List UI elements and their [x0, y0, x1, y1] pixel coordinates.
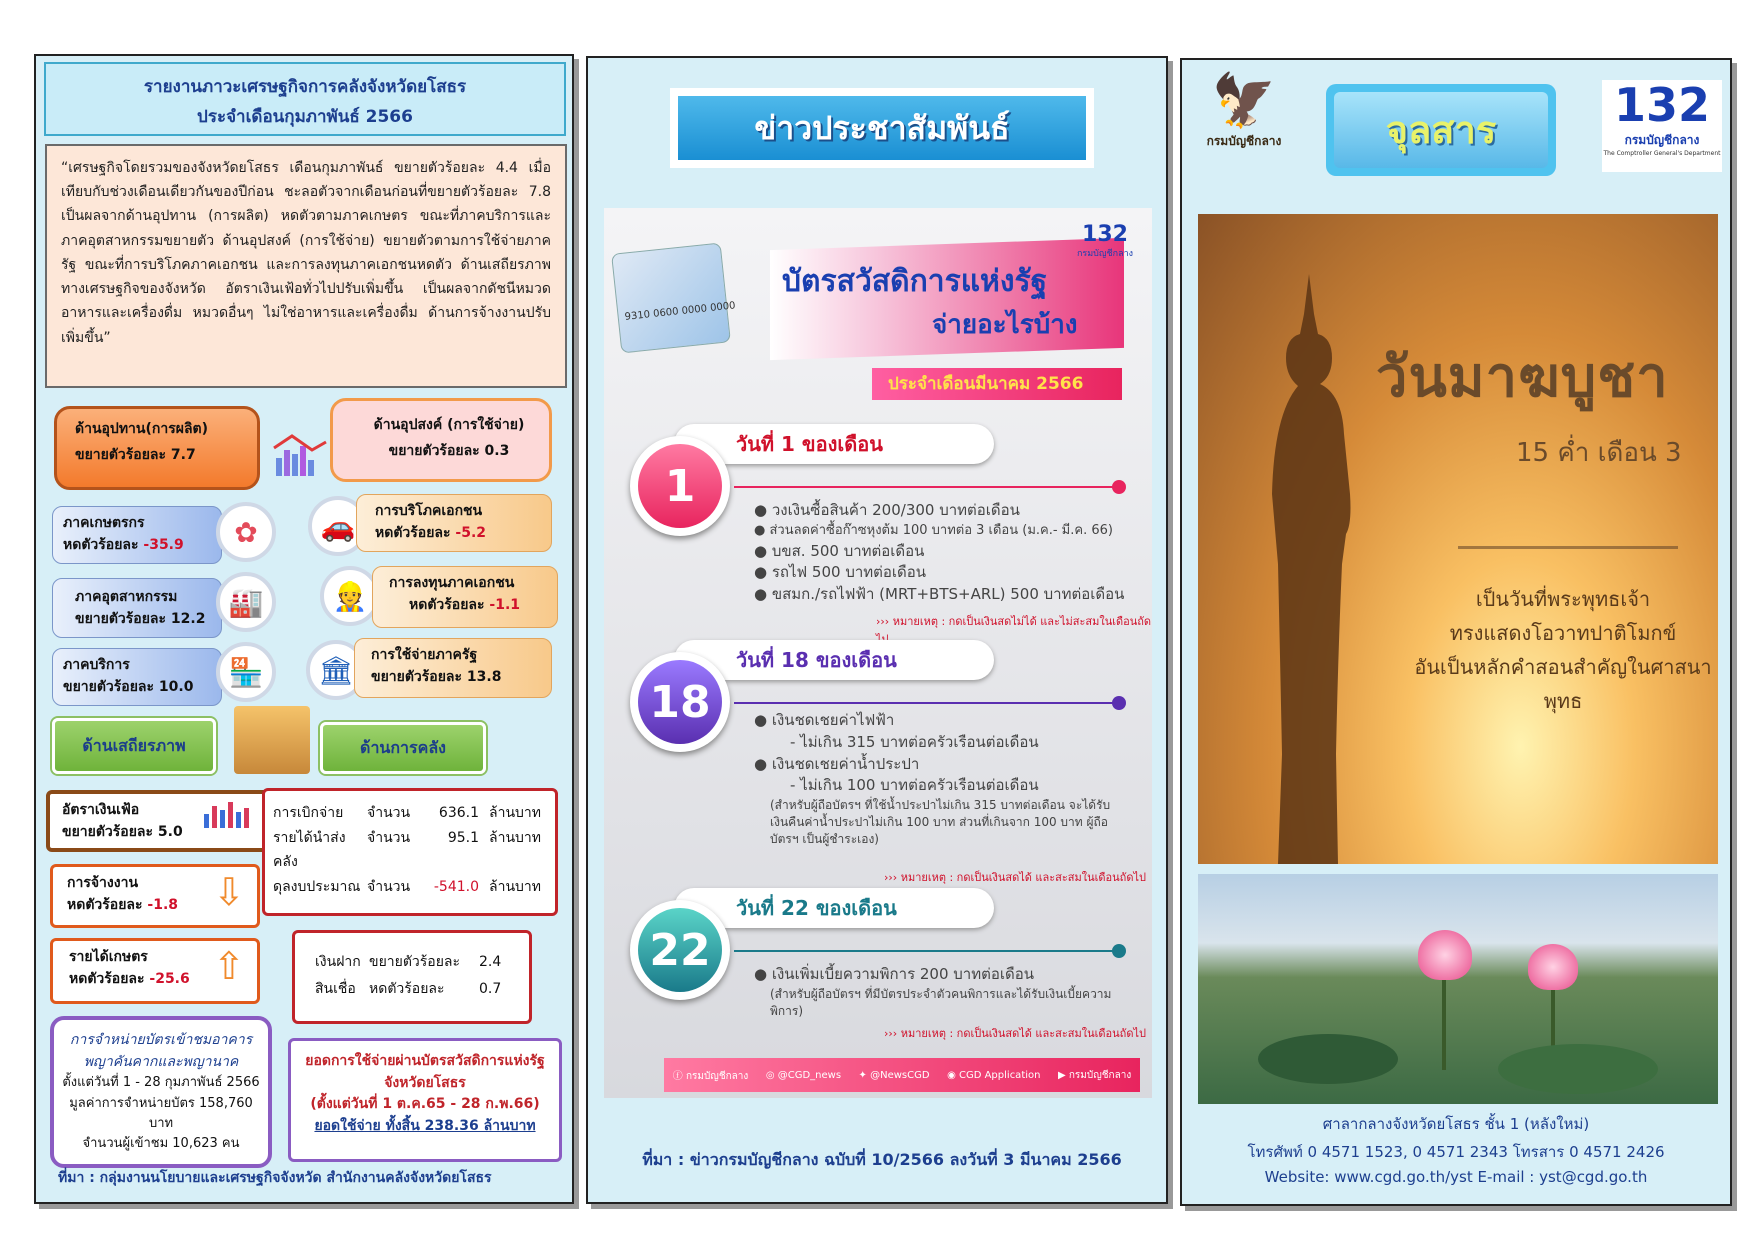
news-header: ข่าวประชาสัมพันธ์: [670, 88, 1094, 168]
city-illustration: [234, 706, 310, 774]
social-bar: [664, 1058, 1140, 1092]
makha-bucha-image: [1198, 214, 1718, 864]
day-22-dot: [1112, 944, 1126, 958]
tickets-box: การจำหน่ายบัตรเข้าชมอาคาร พญาคันคากและพญานาค ตั้งแต่วันที่ 1 - 28 กุมภาพันธ์ 2566 มูลค่าการจำหน่ายบัตร 158,760 บาท จำนวนผู้เข้าชม 10,623 คน: [50, 1016, 272, 1168]
report-title: รายงานภาวะเศรษฐกิจการคลังจังหวัดยโสธร ประจำเดือนกุมภาพันธ์ 2566: [44, 62, 566, 136]
lotus-leaf-2: [1498, 1044, 1658, 1094]
day-18-note: ››› หมายเหตุ : กดเป็นเงินสดได้ และสะสมในเดือนถัดไป: [884, 871, 1146, 884]
welfare-spending-box: ยอดการใช้จ่ายผ่านบัตรสวัสดิการแห่งรัฐ จังหวัดยโสธร (ตั้งแต่วันที่ 1 ต.ค.65 - 28 ก.พ.66) ยอดใช้จ่าย ทั้งสิ้น 238.36 ล้านบาท: [288, 1038, 562, 1162]
garuda-icon: 🦅: [1211, 71, 1277, 131]
arrow-up-icon: ⇧: [213, 944, 245, 988]
demand-box: ด้านอุปสงค์ (การใช้จ่าย) ขยายตัวร้อยละ 0.3: [330, 398, 552, 482]
buddha-silhouette: [1254, 274, 1364, 864]
news-panel: [586, 56, 1168, 1204]
twitter-link[interactable]: ✦ @NewsCGD: [858, 1069, 930, 1081]
cover-panel: [1180, 58, 1732, 1206]
welfare-card-image: 9310 0600 0000 0000: [611, 243, 731, 354]
car-icon: 🚗: [308, 496, 368, 556]
day-18-badge: 18: [630, 652, 730, 752]
day-1-badge: 1: [630, 436, 730, 536]
stability-section-label: ด้านเสถียรภาพ: [52, 718, 216, 774]
fiscal-box: การเบิกจ่าย จำนวน 636.1 ล้านบาท รายได้นำส่งคลัง จำนวน 95.1 ล้านบาท ดุลงบประมาณ จำนวน -541.0 ล้านบาท: [262, 788, 558, 916]
instagram-link[interactable]: ◎ @CGD_news: [765, 1069, 842, 1081]
day-22-badge: 22: [630, 900, 730, 1000]
facebook-link[interactable]: ⓕ กรมบัญชีกลาง: [672, 1070, 749, 1082]
fiscal-section-label: ด้านการคลัง: [320, 722, 486, 774]
investment-icon: 👷: [320, 566, 380, 626]
day-1-title: วันที่ 1 ของเดือน: [674, 424, 994, 464]
news-source: ที่มา : ข่าวกรมบัญชีกลาง ฉบับที่ 10/2566 ลงวันที่ 3 มีนาคม 2566: [642, 1150, 1122, 1169]
lotus-stem-1: [1442, 980, 1446, 1070]
sector-service: ภาคบริการ ขยายตัวร้อยละ 10.0: [52, 648, 222, 706]
factory-icon: 🏭: [216, 572, 276, 632]
day-1-line: [734, 486, 1118, 488]
shop-icon: 🏪: [216, 642, 276, 702]
office-web[interactable]: Website: www.cgd.go.th/yst E-mail : yst@cgd.go.th: [1264, 1168, 1648, 1186]
day-22-line: [734, 950, 1118, 952]
deposit-credit-box: เงินฝาก ขยายตัวร้อยละ 2.4 สินเชื่อ หดตัวร้อยละ 0.7: [292, 930, 532, 1024]
day-18-line: [734, 702, 1118, 704]
office-address: ศาลากลางจังหวัดยโสธร ชั้น 1 (หลังใหม่): [1322, 1115, 1590, 1133]
holiday-title: วันมาฆบูชา: [1376, 345, 1669, 410]
app-link[interactable]: ◉ CGD Application: [947, 1069, 1041, 1081]
day-18-title: วันที่ 18 ของเดือน: [674, 640, 994, 680]
sector-industry: ภาคอุตสาหกรรม ขยายตัวร้อยละ 12.2: [52, 578, 222, 638]
day-22-list: ● เงินเพิ่มเบี้ยความพิการ 200 บาทต่อเดือน (สำหรับผู้ถือบัตรฯ ที่มีบัตรประจำตัวคนพิการและได้รับเงินเบี้ยความพิการ): [754, 965, 1112, 1018]
demand-private-consumption: การบริโภคเอกชน หดตัวร้อยละ -5.2: [356, 494, 552, 552]
lotus-leaf-1: [1258, 1034, 1398, 1084]
welfare-card-infographic: [604, 208, 1152, 1098]
holiday-description: เป็นวันที่พระพุทธเจ้า ทรงแสดงโอวาทปาติโมกข์ อันเป็นหลักคำสอนสำคัญในศาสนาพุทธ: [1414, 587, 1712, 713]
divider: [1458, 546, 1678, 549]
inflation-box: อัตราเงินเฟ้อ ขยายตัวร้อยละ 5.0: [46, 790, 274, 852]
day-22-note: ››› หมายเหตุ : กดเป็นเงินสดได้ และสะสมในเดือนถัดไป: [884, 1027, 1146, 1040]
day-1-note: ››› หมายเหตุ : กดเป็นเงินสดไม่ได้ และไม่สะสมในเดือนถัด: [876, 615, 1152, 628]
arrow-down-icon: ⇩: [213, 870, 245, 914]
lotus-flower-2: [1528, 944, 1578, 990]
garuda-emblem: 🦅 กรมบัญชีกลาง: [1196, 70, 1292, 166]
cgd-132-logo: 132 กรมบัญชีกลาง The Comptroller General's Department: [1602, 80, 1722, 172]
day-18-dot: [1112, 696, 1126, 710]
lotus-pond-image: [1198, 874, 1718, 1104]
lotus-flower-1: [1418, 930, 1472, 980]
report-summary: “เศรษฐกิจโดยรวมของจังหวัดยโสธร เดือนกุมภาพันธ์ ขยายตัวร้อยละ 4.4 เมื่อเทียบกับช่วงเดือนเดียวกันของปีก่อน ชะลอตัวจากเดือนก่อนที่ขยายตัวร้อยละ 7.8 เป็นผลจากด้านอุปทาน (การผลิต) หดตัวตามภาคเกษตร ขณะที่ภาคบริการและภาคอุตสาหกรรมขยายตัว ด้านอุปสงค์ (การใช้จ่าย) ขยายตัวตามการใช้จ่ายภาครัฐ ขณะที่การบริโภคภาคเอกชน และการลงทุนภาคเอกชนหดตัว ด้านเสถียรภาพทางเศรษฐกิจของจังหวัด อัตราเงินเฟ้อทั่วไปปรับเพิ่มขึ้น เป็นผลจากดัชนีหมวดอาหารและเครื่องดื่ม หมวดอื่นๆ ไม่ใช่อาหารและเครื่องดื่ม ด้านการจ้างงานปรับเพิ่มขึ้น”: [45, 144, 567, 388]
day-1-dot: [1112, 480, 1126, 494]
day-18-list: ● เงินชดเชยค่าไฟฟ้า - ไม่เกิน 315 บาทต่อครัวเรือนต่อเดือน ● เงินชดเชยค่าน้ำประปา - ไม่เกิน 100 บาทต่อครัวเรือนต่อเดือน (สำหรับผู้ถือบัตรฯ ที่ใช้น้ำประปาไม่เกิน 315 บาทต่อเดือน จะได้รับเงินคืนค่าน้ำประปาไม่เกิน 100 บาท ส่วนที่เกินจาก 100 บาท ผู้ถือบัตรฯ เป็นผู้ชำระเอง): [754, 711, 1111, 846]
inflation-chart-icon: [200, 800, 260, 830]
employment-box: การจ้างงาน หดตัวร้อยละ -1.8 ⇩: [50, 864, 260, 928]
day-22-title: วันที่ 22 ของเดือน: [674, 888, 994, 928]
office-phone: โทรศัพท์ 0 4571 1523, 0 4571 2343 โทรสาร 0 4571 2426: [1247, 1143, 1665, 1161]
youtube-link[interactable]: ▶ กรมบัญชีกลาง: [1057, 1069, 1132, 1081]
day-1-list: ● วงเงินซื้อสินค้า 200/300 บาทต่อเดือน ● ส่วนลดค่าซื้อก๊าซหุงต้ม 100 บาทต่อ 3 เดือน (ม.ค.- มี.ค. 66) ● บขส. 500 บาทต่อเดือน ● รถไฟ 500 บาทต่อเดือน ● ขสมก./รถไฟฟ้า (MRT+BTS+ARL) 500 บาทต่อเดือน: [754, 501, 1125, 604]
card-title-1: บัตรสวัสดิการแห่งรัฐ: [782, 264, 1048, 299]
holiday-date: 15 ค่ำ เดือน 3: [1516, 438, 1682, 468]
growth-chart-icon: [272, 428, 328, 478]
farm-income-box: รายได้เกษตร หดตัวร้อยละ -25.6 ⇧: [50, 938, 260, 1004]
demand-government-spending: การใช้จ่ายภาครัฐ ขยายตัวร้อยละ 13.8: [354, 638, 552, 698]
sector-agriculture: ภาคเกษตรกร หดตัวร้อยละ -35.9: [52, 506, 222, 564]
journal-title-box: จุลสาร: [1326, 84, 1556, 176]
card-title-2: จ่ายอะไรบ้าง: [932, 310, 1078, 340]
month-tag: ประจำเดือนมีนาคม 2566: [872, 368, 1122, 400]
economic-report-panel: [34, 54, 574, 1204]
cgd-logo: 132 กรมบัญชีกลาง: [1076, 222, 1134, 259]
report-source: ที่มา : กลุ่มงานนโยบายและเศรษฐกิจจังหวัด สำนักงานคลังจังหวัดยโสธร: [58, 1170, 492, 1186]
supply-box: ด้านอุปทาน(การผลิต) ขยายตัวร้อยละ 7.7: [54, 406, 260, 490]
government-building-icon: 🏛: [306, 640, 366, 700]
agriculture-icon: ✿: [216, 502, 276, 562]
demand-private-investment: การลงทุนภาคเอกชน หดตัวร้อยละ -1.1: [372, 566, 558, 628]
